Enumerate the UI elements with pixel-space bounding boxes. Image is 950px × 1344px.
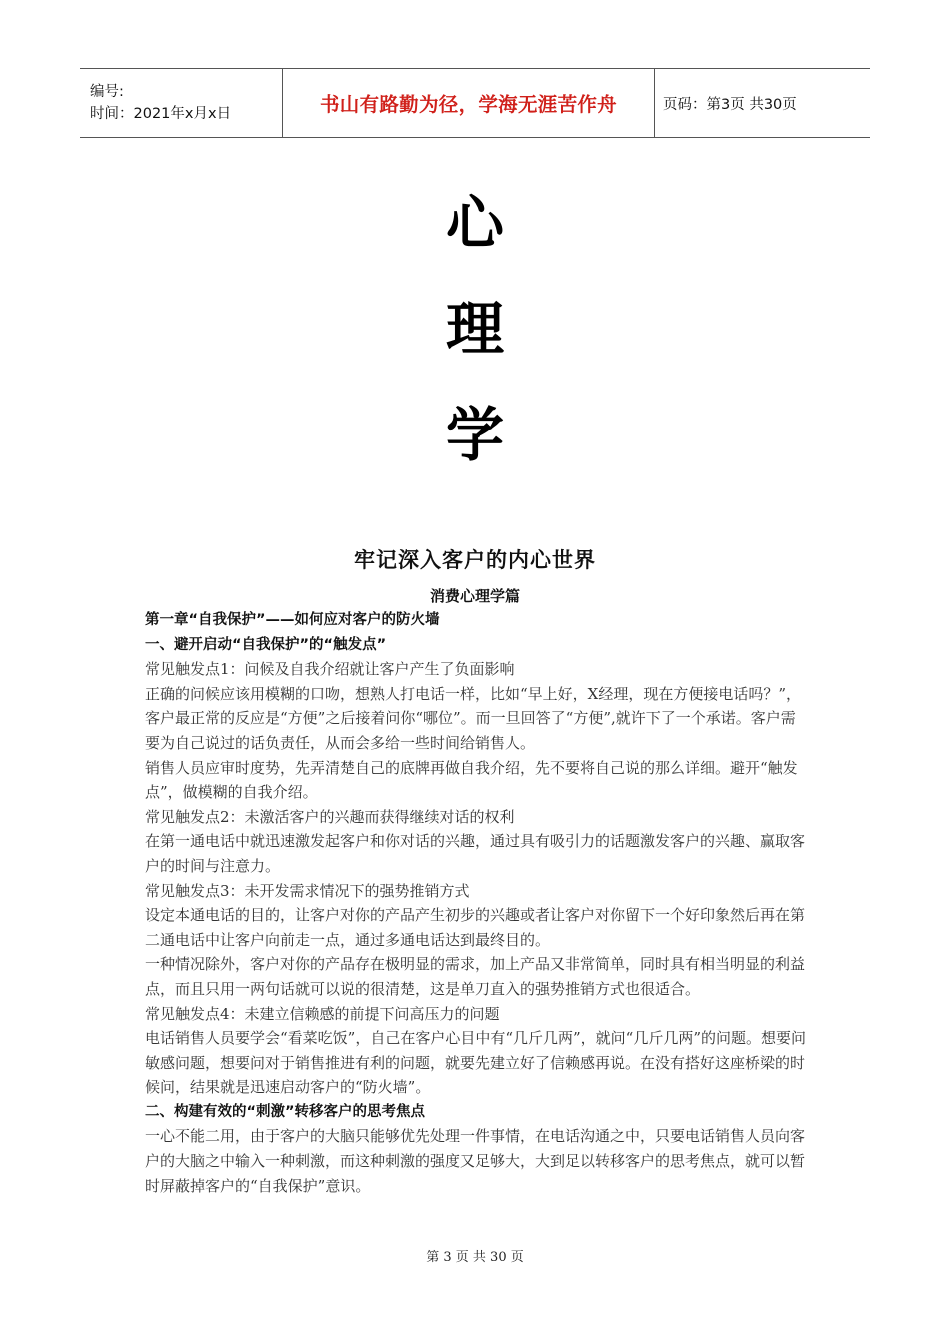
time-label: 时间：2021年x月x日 [90,106,232,122]
section-heading-1: 一、避开启动“自我保护”的“触发点” [145,636,387,653]
trigger-point-2: 常见触发点2：未激活客户的兴趣而获得继续对话的权利 [145,807,515,826]
page-label: 页码：第3页 共30页 [663,96,797,113]
title-char-3: 学 [445,401,504,469]
header-motto [282,69,655,137]
paragraph: 电话销售人员要学会“看菜吃饭”，自己在客户心目中有“几斤几两”，就问“几斤几两”的问题。想要问敏感问题，想要问对于销售推进有利的问题，就要先建立好了信赖感再说。在没有搭好这座桥梁的时候问，结果就是迅速启动客户的“防火墙”。 [145,1029,807,1097]
motto-text: 书山有路勤为径，学海无涯苦作舟 [319,93,617,116]
header-page [655,69,870,137]
paragraph: 一心不能二用，由于客户的大脑只能够优先处理一件事情，在电话沟通之中，只要电话销售人员向客户的大脑之中输入一种刺激，而这种刺激的强度又足够大，大到足以转移客户的思考焦点，就可以暂时屏蔽掉客户的“自我保护”意识。 [145,1127,806,1195]
title-char-1: 心 [445,189,504,257]
paragraph: 销售人员应审时度势，先弄清楚自己的底牌再做自我介绍，先不要将自己说的那么详细。避开“触发点”，做模糊的自我介绍。 [145,758,798,802]
header-meta [80,69,282,137]
paragraph: 设定本通电话的目的，让客户对你的产品产生初步的兴趣或者让客户对你留下一个好印象然后再在第二通电话中让客户向前走一点，通过多通电话达到最终目的。 [145,906,806,949]
section-heading-2: 二、构建有效的“刺激”转移客户的思考焦点 [145,1103,426,1120]
section-title: 消费心理学篇 [429,587,520,605]
page-footer: 第 3 页 共 30 页 [426,1250,524,1265]
title-char-2: 理 [445,295,504,363]
trigger-point-3: 常见触发点3：未开发需求情况下的强势推销方式 [145,881,470,900]
trigger-point-1: 常见触发点1：问候及自我介绍就让客户产生了负面影响 [145,660,515,679]
body-content [145,608,807,1198]
trigger-point-4: 常见触发点4：未建立信赖感的前提下问高压力的问题 [145,1004,500,1023]
paragraph: 一种情况除外，客户对你的产品存在极明显的需求，加上产品又非常简单，同时具有相当明显的利益点，而且只用一两句话就可以说的很清楚，这是单刀直入的强势推销方式也很适合。 [145,955,806,998]
number-label: 编号: [90,84,124,100]
document-subtitle: 牢记深入客户的内心世界 [354,547,596,572]
paragraph: 在第一通电话中就迅速激发起客户和你对话的兴趣，通过具有吸引力的话题激发客户的兴趣、赢取客户的时间与注意力。 [145,832,806,875]
page-header [80,68,870,138]
paragraph: 正确的问候应该用模糊的口吻，想熟人打电话一样，比如“早上好，X经理，现在方便接电话吗？”，客户最正常的反应是“方便”之后接着问你“哪位”。而一旦回答了“方便”,就许下了一个承诺。客户需要为自己说过的话负责任，从而会多给一些时间给销售人。 [145,684,802,752]
chapter-heading: 第一章“自我保护”——如何应对客户的防火墙 [145,612,440,628]
